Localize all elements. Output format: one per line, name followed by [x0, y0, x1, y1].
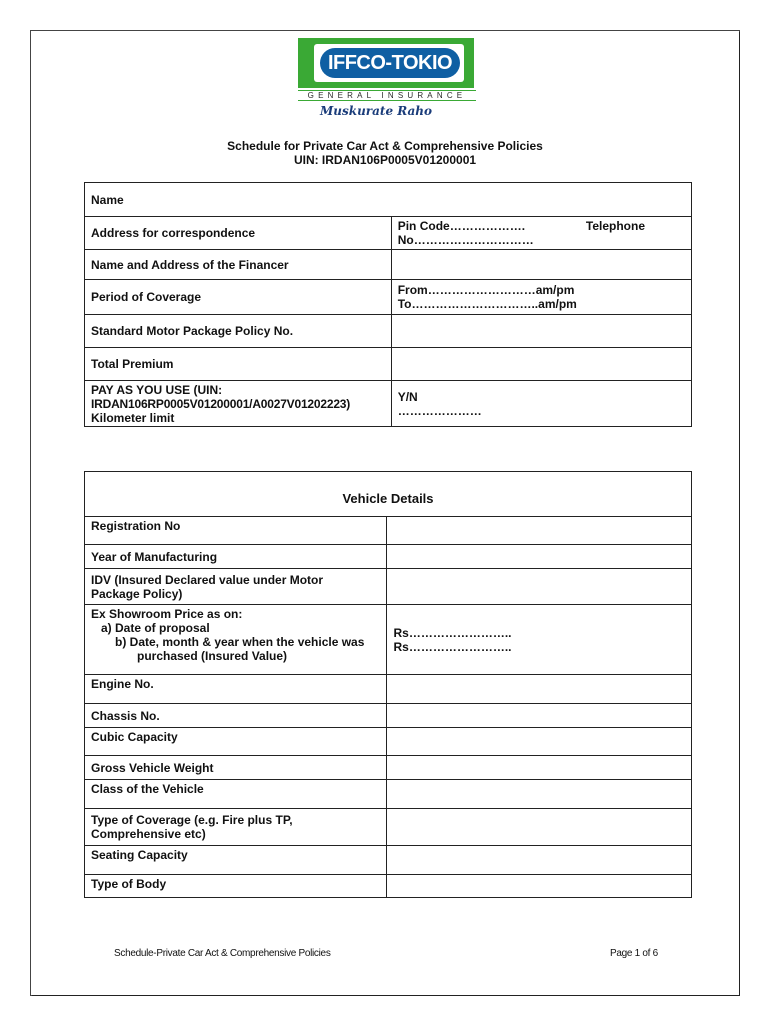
body-value-cell[interactable]: [387, 875, 692, 898]
address-value-cell[interactable]: [391, 217, 691, 250]
name-label: Name: [85, 183, 692, 217]
engine-value-cell[interactable]: [387, 675, 692, 704]
standard-policy-label: Standard Motor Package Policy No.: [85, 315, 392, 348]
period-to-field: To…………………………..am/pm: [397, 297, 577, 311]
period-value-cell[interactable]: [391, 280, 691, 315]
logo-green-band: [298, 38, 474, 88]
period-from-field: From………………………am/pm: [397, 283, 575, 297]
idv-value-cell[interactable]: [387, 569, 692, 605]
table-row: [85, 348, 692, 381]
km-limit-field: …………………: [397, 403, 482, 418]
seating-label: Seating Capacity: [85, 846, 387, 875]
telephone-label: Telephone: [585, 219, 645, 233]
class-label: Class of the Vehicle: [85, 780, 387, 809]
document-title: [0, 139, 770, 167]
list-item: b) Date, month & year when the vehicle was purchased (Insured Value): [115, 635, 365, 663]
table-row: [85, 517, 692, 545]
footer-title: Schedule-Private Car Act & Comprehensive Policies: [114, 948, 331, 959]
year-label: Year of Manufacturing: [85, 545, 387, 569]
financer-label: Name and Address of the Financer: [85, 250, 392, 280]
logo-tagline: Muskurate Raho: [320, 104, 433, 118]
table-row: [85, 875, 692, 898]
cubic-value-cell[interactable]: [387, 728, 692, 756]
policy-table: [84, 182, 692, 427]
table-row: [85, 704, 692, 728]
idv-label: IDV (Insured Declared value under Motor Package Policy): [85, 569, 387, 605]
coverage-value-cell[interactable]: [387, 809, 692, 846]
total-premium-value-cell[interactable]: [391, 348, 691, 381]
table-row: [85, 280, 692, 315]
pin-code-field: Pin Code……………….: [397, 219, 526, 233]
showroom-label: Ex Showroom Price as on: a) Date of proposal b) Date, month & year when the vehicle was purchased (Insured Value): [85, 605, 387, 675]
financer-value-cell[interactable]: [391, 250, 691, 280]
table-row: [85, 756, 692, 780]
registration-label: Registration No: [85, 517, 387, 545]
table-row: [85, 846, 692, 875]
table-row: [85, 381, 692, 427]
table-row: [85, 605, 692, 675]
payg-value-cell[interactable]: [391, 381, 691, 427]
table-row: [85, 809, 692, 846]
table-row: [85, 569, 692, 605]
vehicle-details-heading: Vehicle Details: [85, 472, 692, 517]
vehicle-details-table: [84, 471, 692, 898]
table-row: [85, 250, 692, 280]
engine-label: Engine No.: [85, 675, 387, 704]
page-number: Page 1 of 6: [610, 948, 658, 959]
cubic-label: Cubic Capacity: [85, 728, 387, 756]
company-logo: [298, 38, 478, 122]
body-label: Type of Body: [85, 875, 387, 898]
coverage-label: Type of Coverage (e.g. Fire plus TP, Comprehensive etc): [85, 809, 387, 846]
table-row: [85, 780, 692, 809]
showroom-rs-1: Rs……………………..: [393, 625, 512, 640]
registration-value-cell[interactable]: [387, 517, 692, 545]
seating-value-cell[interactable]: [387, 846, 692, 875]
logo-subtitle: GENERAL INSURANCE: [298, 90, 476, 101]
title-line-2: UIN: IRDAN106P0005V01200001: [293, 153, 477, 167]
table-row: [85, 728, 692, 756]
table-row: [85, 675, 692, 704]
address-label: Address for correspondence: [85, 217, 392, 250]
telephone-no-field: No…………………………: [397, 233, 534, 247]
standard-policy-value-cell[interactable]: [391, 315, 691, 348]
total-premium-label: Total Premium: [85, 348, 392, 381]
table-row: [85, 545, 692, 569]
table-row: [85, 472, 692, 517]
period-label: Period of Coverage: [85, 280, 392, 315]
table-row: [85, 183, 692, 217]
class-value-cell[interactable]: [387, 780, 692, 809]
yn-field: Y/N: [397, 389, 418, 404]
showroom-value-cell[interactable]: [387, 605, 692, 675]
chassis-label: Chassis No.: [85, 704, 387, 728]
table-row: [85, 315, 692, 348]
logo-brand: IFFCO-TOKIO: [320, 48, 460, 78]
chassis-value-cell[interactable]: [387, 704, 692, 728]
payg-label: PAY AS YOU USE (UIN: IRDAN106RP0005V01200001/A0027V01202223) Kilometer limit: [85, 381, 392, 427]
list-item: a) Date of proposal: [101, 621, 210, 635]
gross-weight-label: Gross Vehicle Weight: [85, 756, 387, 780]
year-value-cell[interactable]: [387, 545, 692, 569]
table-row: [85, 217, 692, 250]
gross-weight-value-cell[interactable]: [387, 756, 692, 780]
showroom-rs-2: Rs……………………..: [393, 639, 512, 654]
title-line-1: Schedule for Private Car Act & Comprehensive Policies: [227, 139, 543, 153]
